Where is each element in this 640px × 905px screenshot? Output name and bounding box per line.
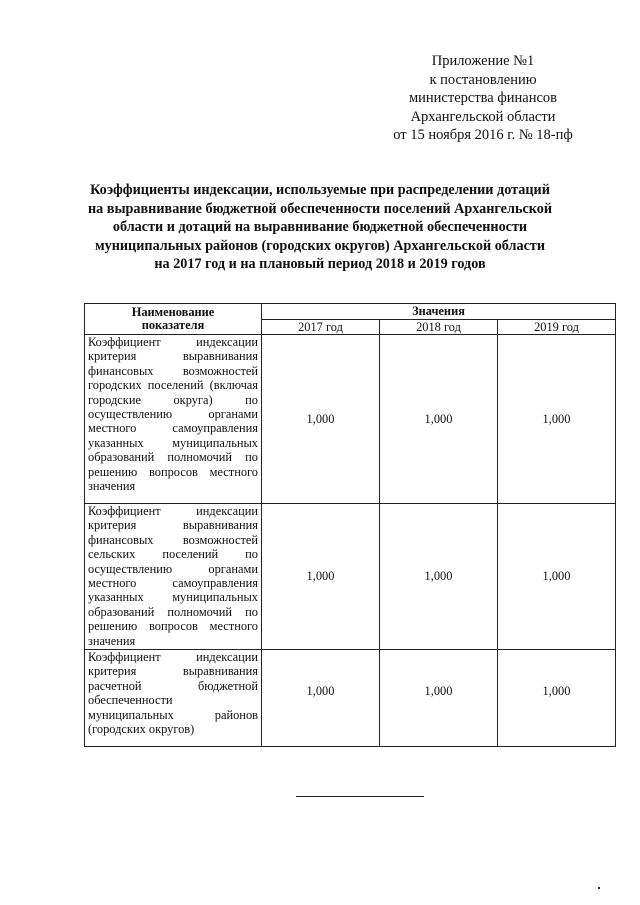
table-row bbox=[85, 504, 616, 650]
column-header-line: Наименование bbox=[131, 305, 215, 319]
column-header-year: 2017 год bbox=[262, 320, 380, 335]
appendix-line-ministry: министерства финансов bbox=[408, 90, 558, 106]
table-header-row bbox=[85, 304, 616, 320]
title-line: на 2017 год и на плановый период 2018 и 2019 годов bbox=[154, 256, 486, 273]
value-cell: 1,000 bbox=[262, 650, 380, 747]
title-line: Коэффициенты индексации, используемые при распределении дотаций bbox=[90, 182, 550, 198]
column-header-year: 2019 год bbox=[498, 320, 616, 335]
column-header-indicator bbox=[85, 304, 262, 335]
appendix-line-resolution: к постановлению bbox=[429, 71, 537, 88]
title-line: на выравнивание бюджетной обеспеченности поселений Архангельской bbox=[87, 200, 552, 217]
table-row bbox=[85, 335, 616, 504]
column-header-line: показателя bbox=[141, 318, 205, 332]
value-cell: 1,000 bbox=[262, 504, 380, 650]
scan-speck bbox=[598, 887, 600, 889]
coefficients-table bbox=[84, 303, 616, 747]
value-cell: 1,000 bbox=[380, 504, 498, 650]
table-row bbox=[85, 650, 616, 747]
indicator-name: Коэффициент индексации критерия выравнивания расчетной бюджетной обеспеченности муниципальных районов (городских округов) bbox=[85, 650, 262, 747]
title-line: муниципальных районов (городских округов) Архангельской области bbox=[94, 237, 546, 254]
indicator-name: Коэффициент индексации критерия выравнивания финансовых возможностей сельских поселений по осуществлению органами местного самоуправления указанных муниципальных образований полномочий по решению вопросов местного значения bbox=[85, 504, 262, 650]
title-line: области и дотаций на выравнивание бюджетной обеспеченности bbox=[112, 219, 528, 236]
document-title bbox=[60, 181, 580, 274]
value-cell: 1,000 bbox=[498, 504, 616, 650]
value-cell: 1,000 bbox=[498, 335, 616, 504]
value-cell: 1,000 bbox=[380, 335, 498, 504]
value-cell: 1,000 bbox=[380, 650, 498, 747]
indicator-name: Коэффициент индексации критерия выравнивания финансовых возможностей городских поселений (включая городские округа) по осуществлению органами местного самоуправления указанных муниципальных образований полномочий по решению вопросов местного значения bbox=[85, 335, 262, 504]
appendix-block bbox=[378, 52, 588, 145]
appendix-title: Приложение №1 bbox=[431, 53, 535, 69]
value-cell: 1,000 bbox=[498, 650, 616, 747]
value-cell: 1,000 bbox=[262, 335, 380, 504]
column-header-year: 2018 год bbox=[380, 320, 498, 335]
appendix-line-region: Архангельской области bbox=[410, 108, 556, 125]
column-header-values: Значения bbox=[262, 304, 616, 320]
appendix-line-date-number: от 15 ноября 2016 г. № 18-пф bbox=[393, 127, 573, 143]
end-divider-line bbox=[296, 796, 424, 797]
